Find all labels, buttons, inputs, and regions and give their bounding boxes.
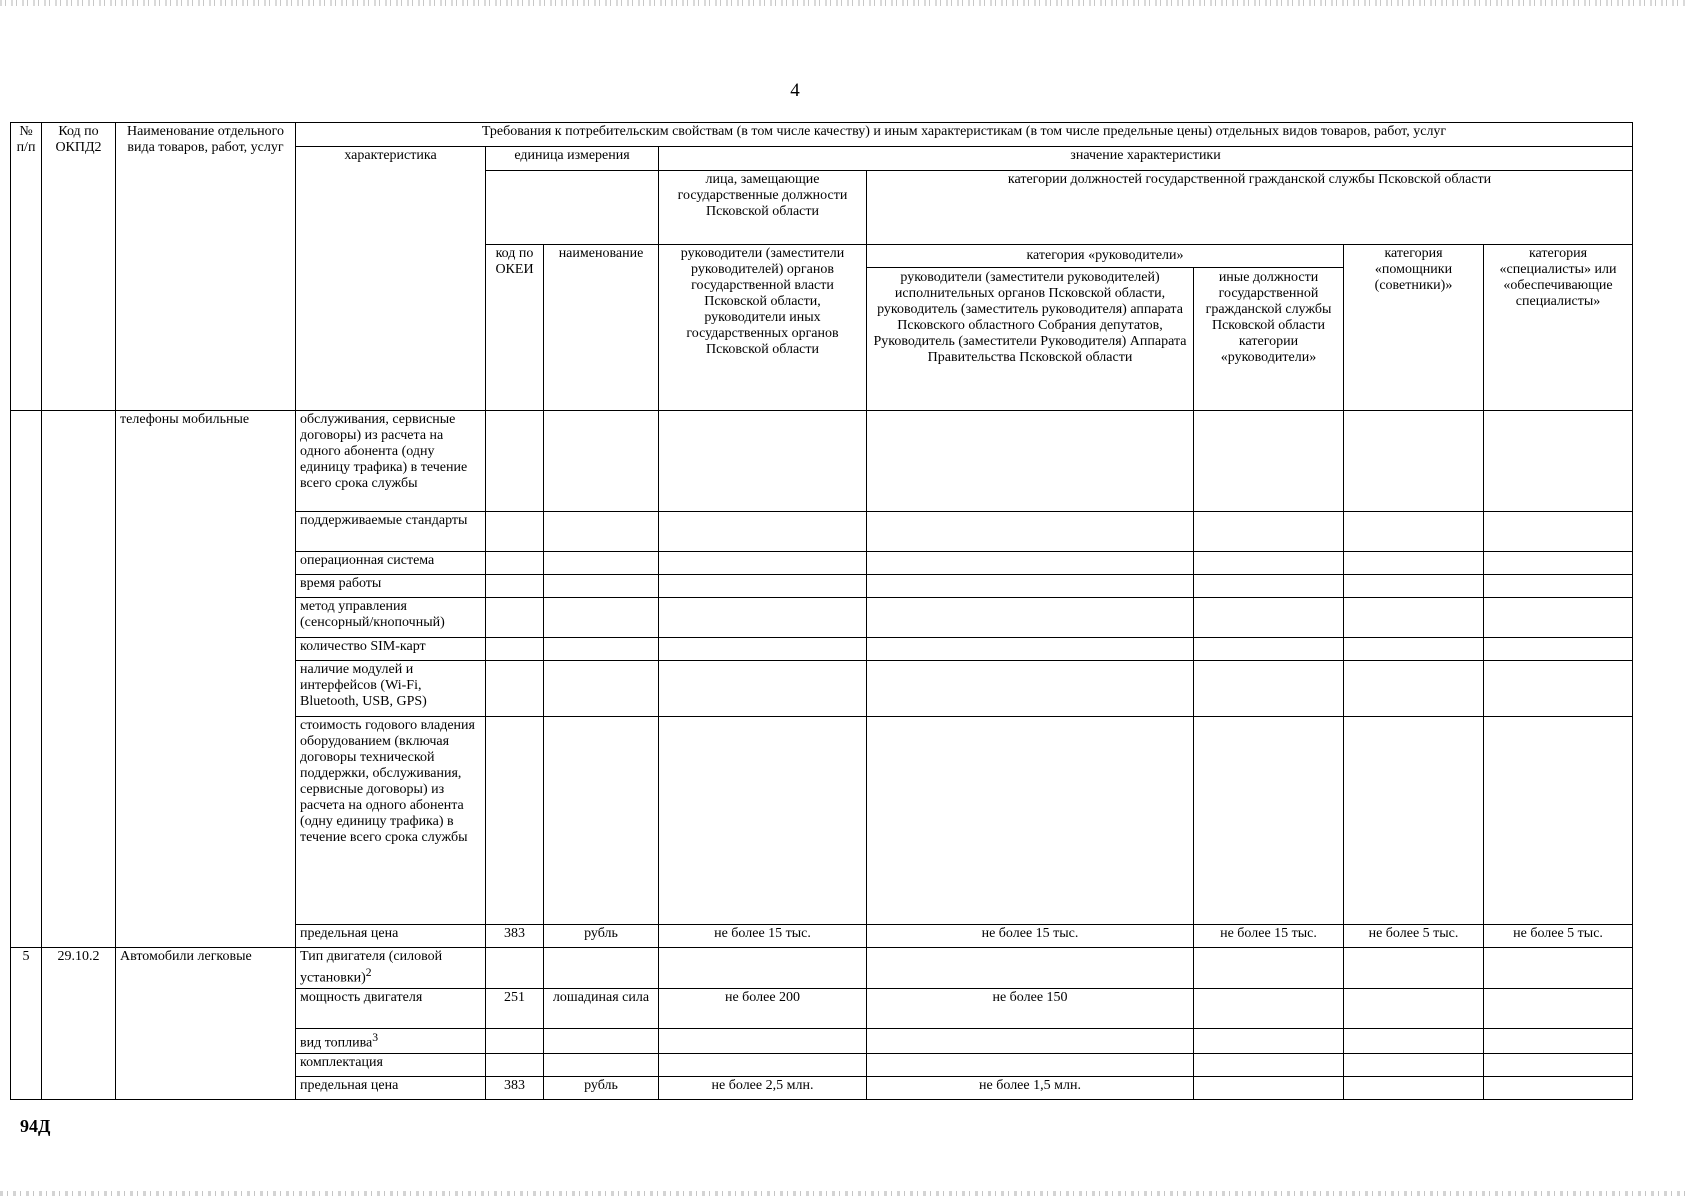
empty-cell (1344, 637, 1484, 660)
empty-cell (867, 1029, 1194, 1054)
empty-cell (659, 716, 867, 924)
empty-cell (1194, 1076, 1344, 1099)
empty-cell (867, 948, 1194, 989)
empty-cell (486, 716, 544, 924)
empty-cell (1484, 989, 1633, 1029)
characteristic-cell: предельная цена (296, 1076, 486, 1099)
unit-name-cell: рубль (544, 925, 659, 948)
characteristic-cell: время работы (296, 574, 486, 597)
empty-cell (544, 660, 659, 716)
empty-cell (544, 551, 659, 574)
empty-cell (486, 411, 544, 511)
empty-cell (486, 1029, 544, 1054)
empty-cell (1194, 551, 1344, 574)
category-heads-block (867, 245, 1344, 411)
empty-cell (659, 551, 867, 574)
empty-cell (1344, 660, 1484, 716)
empty-cell (659, 1029, 867, 1054)
empty-cell (659, 1053, 867, 1076)
empty-cell (1344, 511, 1484, 551)
unit-name-cell: лошадиная сила (544, 989, 659, 1029)
empty-cell (1344, 597, 1484, 637)
unit-name-header: наименование (544, 245, 659, 411)
empty-cell (867, 597, 1194, 637)
empty-cell (1484, 574, 1633, 597)
empty-cell (1484, 551, 1633, 574)
empty-cell (659, 637, 867, 660)
empty-cell (486, 551, 544, 574)
empty-cell (544, 574, 659, 597)
requirements-table (10, 122, 1633, 1100)
col-okpd-header: Код по ОКПД2 (42, 123, 116, 411)
empty-cell (1484, 716, 1633, 924)
empty-cell (1484, 597, 1633, 637)
category-heads-header: категория «руководители» (867, 245, 1343, 268)
empty-cell (544, 716, 659, 924)
scan-artifact-top (0, 0, 1686, 6)
empty-cell (544, 511, 659, 551)
empty-cell (659, 597, 867, 637)
empty-cell (1194, 411, 1344, 511)
empty-cell (1484, 637, 1633, 660)
empty-cell (1194, 660, 1344, 716)
phones-num-cell (11, 411, 42, 948)
characteristic-cell (296, 948, 486, 989)
empty-cell (867, 411, 1194, 511)
empty-cell (1344, 1029, 1484, 1054)
empty-cell (486, 511, 544, 551)
categories-service-header: категории должностей государственной гражданской службы Псковской области (867, 171, 1633, 245)
empty-cell (1194, 716, 1344, 924)
empty-cell (1484, 511, 1633, 551)
unit-name-cell: рубль (544, 1076, 659, 1099)
empty-cell (867, 511, 1194, 551)
empty-cell (544, 948, 659, 989)
unit-spacer (486, 171, 659, 245)
value-cell: не более 15 тыс. (1194, 925, 1344, 948)
scan-artifact-bottom (0, 1191, 1686, 1196)
empty-cell (1484, 1053, 1633, 1076)
characteristic-cell: предельная цена (296, 925, 486, 948)
empty-cell (659, 948, 867, 989)
empty-cell (544, 1053, 659, 1076)
empty-cell (1344, 574, 1484, 597)
value-cell: не более 150 (867, 989, 1194, 1029)
empty-cell (544, 411, 659, 511)
empty-cell (1344, 1076, 1484, 1099)
empty-cell (1484, 1029, 1633, 1054)
empty-cell (1484, 660, 1633, 716)
page-number: 4 (790, 80, 800, 101)
category-assistants-header: категория «помощники (советники)» (1344, 245, 1484, 411)
characteristic-cell (296, 1029, 486, 1054)
characteristic-cell: стоимость годового владения оборудованием (включая договоры технической поддержки, обслуживания, сервисные договоры) из расчета на одного абонента (одну единицу трафика) в течение всего срока службы (296, 716, 486, 924)
footnote-mark: 3 (372, 1031, 379, 1045)
empty-cell (1344, 411, 1484, 511)
requirements-header: Требования к потребительским свойствам (в том числе качеству) и иным характеристикам (в том числе предельные цены) отдельных видов товаров, работ, услуг (296, 123, 1633, 147)
empty-cell (486, 574, 544, 597)
empty-cell (486, 597, 544, 637)
characteristic-cell: количество SIM-карт (296, 637, 486, 660)
empty-cell (659, 411, 867, 511)
unit-header: единица измерения (486, 147, 659, 171)
footer-code: 94Д (20, 1116, 51, 1136)
empty-cell (1194, 511, 1344, 551)
characteristic-text: Тип двигателя (силовой установки) (300, 949, 443, 986)
empty-cell (1484, 1076, 1633, 1099)
heads-organs-header: руководители (заместители руководителей) органов государственной власти Псковской области, руководители иных государственных органов Псковской области (659, 245, 867, 411)
empty-cell (1344, 551, 1484, 574)
characteristic-cell: метод управления (сенсорный/кнопочный) (296, 597, 486, 637)
characteristic-cell: обслуживания, сервисные договоры) из расчета на одного абонента (одну единицу трафика) в течение всего срока службы (296, 411, 486, 511)
cars-num-cell: 5 (11, 948, 42, 1100)
empty-cell (659, 574, 867, 597)
empty-cell (1484, 948, 1633, 989)
value-cell: не более 5 тыс. (1344, 925, 1484, 948)
characteristic-text: вид топлива (300, 1035, 373, 1051)
category-specialists-header: категория «специалисты» или «обеспечивающие специалисты» (1484, 245, 1633, 411)
other-positions-header: иные должности государственной гражданской службы Псковской области категории «руководители» (1205, 270, 1332, 366)
okei-code-cell: 251 (486, 989, 544, 1029)
col-name-header: Наименование отдельного вида товаров, работ, услуг (116, 123, 296, 411)
okei-code-cell: 383 (486, 1076, 544, 1099)
empty-cell (486, 637, 544, 660)
value-cell: не более 200 (659, 989, 867, 1029)
empty-cell (1344, 989, 1484, 1029)
empty-cell (867, 660, 1194, 716)
empty-cell (544, 637, 659, 660)
characteristic-cell: наличие модулей и интерфейсов (Wi-Fi, Bluetooth, USB, GPS) (296, 660, 486, 716)
empty-cell (1194, 989, 1344, 1029)
value-cell: не более 15 тыс. (659, 925, 867, 948)
col-num-header: № п/п (11, 123, 42, 411)
empty-cell (1344, 1053, 1484, 1076)
empty-cell (486, 1053, 544, 1076)
heads-exec-header: руководители (заместители руководителей) исполнительных органов Псковской области, руководитель (заместитель руководителя) аппарата Псковского областного Собрания депутатов, Руководитель (заместители Руководителя) Аппарата Правительства Псковской области (867, 268, 1194, 410)
empty-cell (1194, 1029, 1344, 1054)
empty-cell (659, 660, 867, 716)
empty-cell (867, 637, 1194, 660)
empty-cell (544, 597, 659, 637)
phones-okpd-cell (42, 411, 116, 948)
empty-cell (1484, 411, 1633, 511)
persons-state-header: лица, замещающие государственные должности Псковской области (659, 171, 867, 245)
empty-cell (1194, 948, 1344, 989)
okei-code-cell: 383 (486, 925, 544, 948)
empty-cell (867, 574, 1194, 597)
empty-cell (1194, 574, 1344, 597)
cars-okpd-cell: 29.10.2 (42, 948, 116, 1100)
empty-cell (544, 1029, 659, 1054)
footnote-mark: 2 (365, 966, 372, 980)
empty-cell (486, 660, 544, 716)
empty-cell (1344, 948, 1484, 989)
characteristic-cell: комплектация (296, 1053, 486, 1076)
value-cell: не более 1,5 млн. (867, 1076, 1194, 1099)
empty-cell (486, 948, 544, 989)
characteristic-cell: операционная система (296, 551, 486, 574)
empty-cell (1344, 716, 1484, 924)
phones-name-cell: телефоны мобильные (116, 411, 296, 948)
value-header: значение характеристики (659, 147, 1633, 171)
empty-cell (659, 511, 867, 551)
okei-code-header: код по ОКЕИ (486, 245, 544, 411)
characteristic-cell: поддерживаемые стандарты (296, 511, 486, 551)
empty-cell (867, 551, 1194, 574)
value-cell: не более 2,5 млн. (659, 1076, 867, 1099)
empty-cell (867, 716, 1194, 924)
value-cell: не более 5 тыс. (1484, 925, 1633, 948)
characteristic-header: характеристика (296, 147, 486, 411)
empty-cell (1194, 597, 1344, 637)
cars-name-cell: Автомобили легковые (116, 948, 296, 1100)
characteristic-cell: мощность двигателя (296, 989, 486, 1029)
empty-cell (1194, 637, 1344, 660)
value-cell: не более 15 тыс. (867, 925, 1194, 948)
empty-cell (1194, 1053, 1344, 1076)
empty-cell (867, 1053, 1194, 1076)
